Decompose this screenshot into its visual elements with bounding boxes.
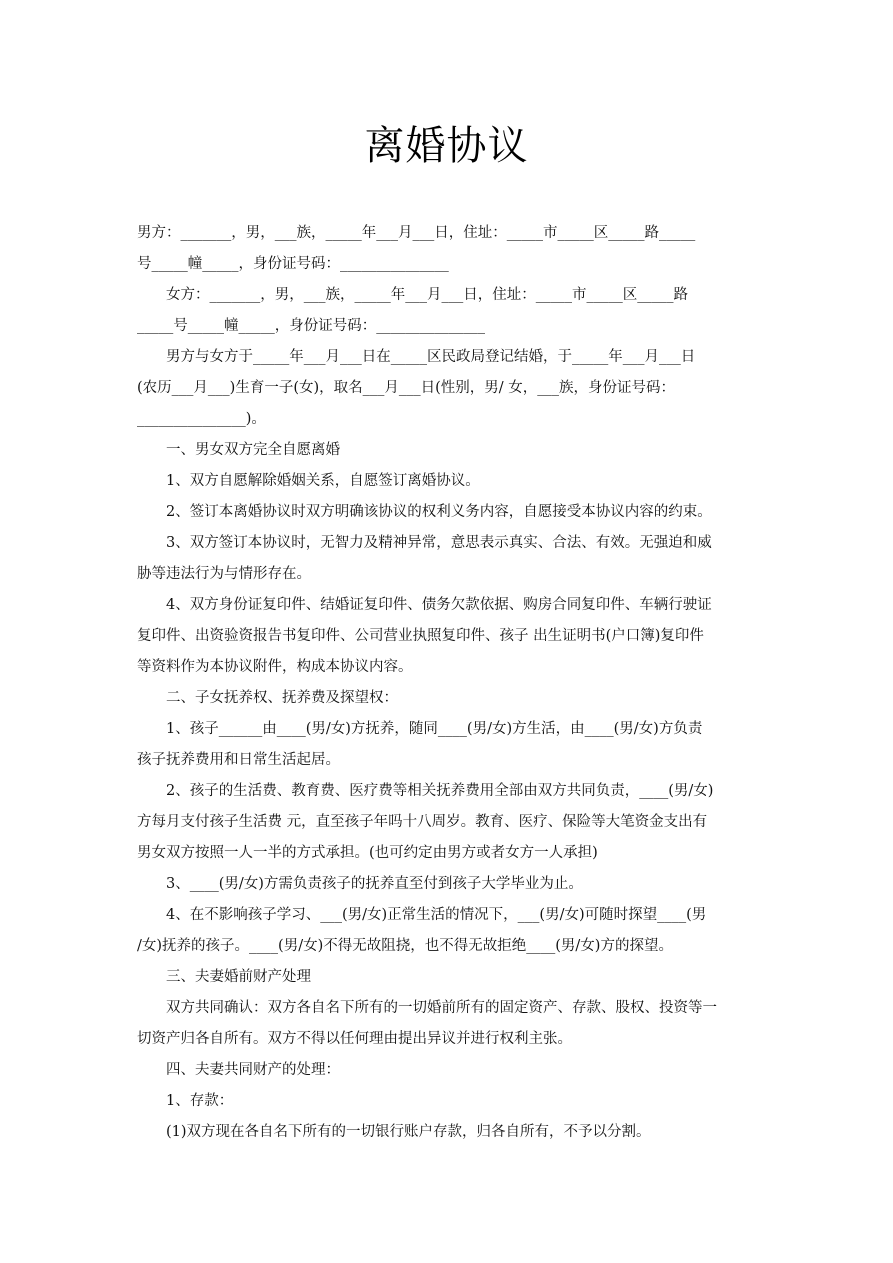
clause-3-body — [137, 993, 759, 1055]
text-line: /女)抚养的孩子。____(男/女)不得无故阻挠，也不得无故拒绝____(男/女)方的探望。 — [137, 938, 673, 954]
text-line: 一、男女双方完全自愿离婚 — [137, 442, 340, 458]
text-line: 女方：_______，男，___族，_____年___月___日，住址：_____市_____区_____路 — [137, 287, 688, 303]
text-line: 1、双方自愿解除婚姻关系，自愿签订离婚协议。 — [137, 473, 480, 489]
text-line: 切资产归各自所有。双方不得以任何理由提出异议并进行权利主张。 — [137, 1031, 572, 1047]
text-line: 2、签订本离婚协议时双方明确该协议的权利义务内容，自愿接受本协议内容的约束。 — [137, 504, 712, 520]
text-line: 4、双方身份证复印件、结婚证复印件、债务欠款依据、购房合同复印件、车辆行驶证 — [137, 597, 712, 613]
section-heading-1 — [137, 435, 759, 466]
paragraph-wife-info — [137, 280, 759, 342]
text-line: (农历___月___)生育一子(女)，取名___月___日(性别，男/ 女，___族，身份证号码： — [137, 380, 676, 396]
text-line: 男方：_______，男，___族，_____年___月___日，住址：_____市_____区_____路_____ — [137, 225, 696, 241]
text-line: 3、双方签订本协议时，无智力及精神异常，意思表示真实、合法、有效。无强迫和威 — [137, 535, 712, 551]
text-line: 复印件、出资验资报告书复印件、公司营业执照复印件、孩子 出生证明书(户口簿)复印件 — [137, 628, 704, 644]
clause-2-1 — [137, 714, 759, 776]
clause-4-1-1 — [137, 1117, 759, 1148]
paragraph-husband-info — [137, 218, 759, 280]
text-line: (1)双方现在各自名下所有的一切银行账户存款，归各自所有，不予以分割。 — [137, 1124, 651, 1140]
text-line: 3、____(男/女)方需负责孩子的抚养直至付到孩子大学毕业为止。 — [137, 876, 583, 892]
text-line: 胁等违法行为与情形存在。 — [137, 566, 311, 582]
text-line: 男方与女方于_____年___月___日在_____区民政局登记结婚，于_____年___月___日 — [137, 349, 696, 365]
paragraph-marriage-info — [137, 342, 759, 435]
text-line: 四、夫妻共同财产的处理： — [137, 1062, 340, 1078]
text-line: 孩子抚养费用和日常生活起居。 — [137, 752, 340, 768]
section-heading-4 — [137, 1055, 759, 1086]
text-line: _______________)。 — [137, 411, 266, 427]
text-line: 1、存款： — [137, 1093, 234, 1109]
text-line: 1、孩子______由____(男/女)方抚养，随同____(男/女)方生活，由____(男/女)方负责 — [137, 721, 703, 737]
clause-1-2 — [137, 497, 759, 528]
text-line: 男女双方按照一人一半的方式承担。(也可约定由男方或者女方一人承担) — [137, 845, 598, 861]
text-line: 4、在不影响孩子学习、___(男/女)正常生活的情况下，___(男/女)可随时探望____(男 — [137, 907, 707, 923]
clause-2-4 — [137, 900, 759, 962]
clause-1-4 — [137, 590, 759, 683]
section-heading-3 — [137, 962, 759, 993]
text-line: 二、子女抚养权、抚养费及探望权： — [137, 690, 398, 706]
text-line: 三、夫妻婚前财产处理 — [137, 969, 311, 985]
document-title: 离婚协议 — [364, 123, 529, 169]
text-line: 号_____幢_____，身份证号码：_______________ — [137, 256, 449, 272]
clause-2-2 — [137, 776, 759, 869]
text-line: _____号_____幢_____，身份证号码：_______________ — [137, 318, 485, 334]
document-body — [137, 218, 759, 1148]
clause-1-3 — [137, 528, 759, 590]
clause-4-1 — [137, 1086, 759, 1117]
section-heading-2 — [137, 683, 759, 714]
text-line: 方每月支付孩子生活费 元，直至孩子年吗十八周岁。教育、医疗、保险等大笔资金支出有 — [137, 814, 708, 830]
clause-2-3 — [137, 869, 759, 900]
clause-1-1 — [137, 466, 759, 497]
text-line: 双方共同确认：双方各自名下所有的一切婚前所有的固定资产、存款、股权、投资等一 — [137, 1000, 717, 1016]
text-line: 2、孩子的生活费、教育费、医疗费等相关抚养费用全部由双方共同负责，____(男/女) — [137, 783, 714, 799]
text-line: 等资料作为本协议附件，构成本协议内容。 — [137, 659, 413, 675]
